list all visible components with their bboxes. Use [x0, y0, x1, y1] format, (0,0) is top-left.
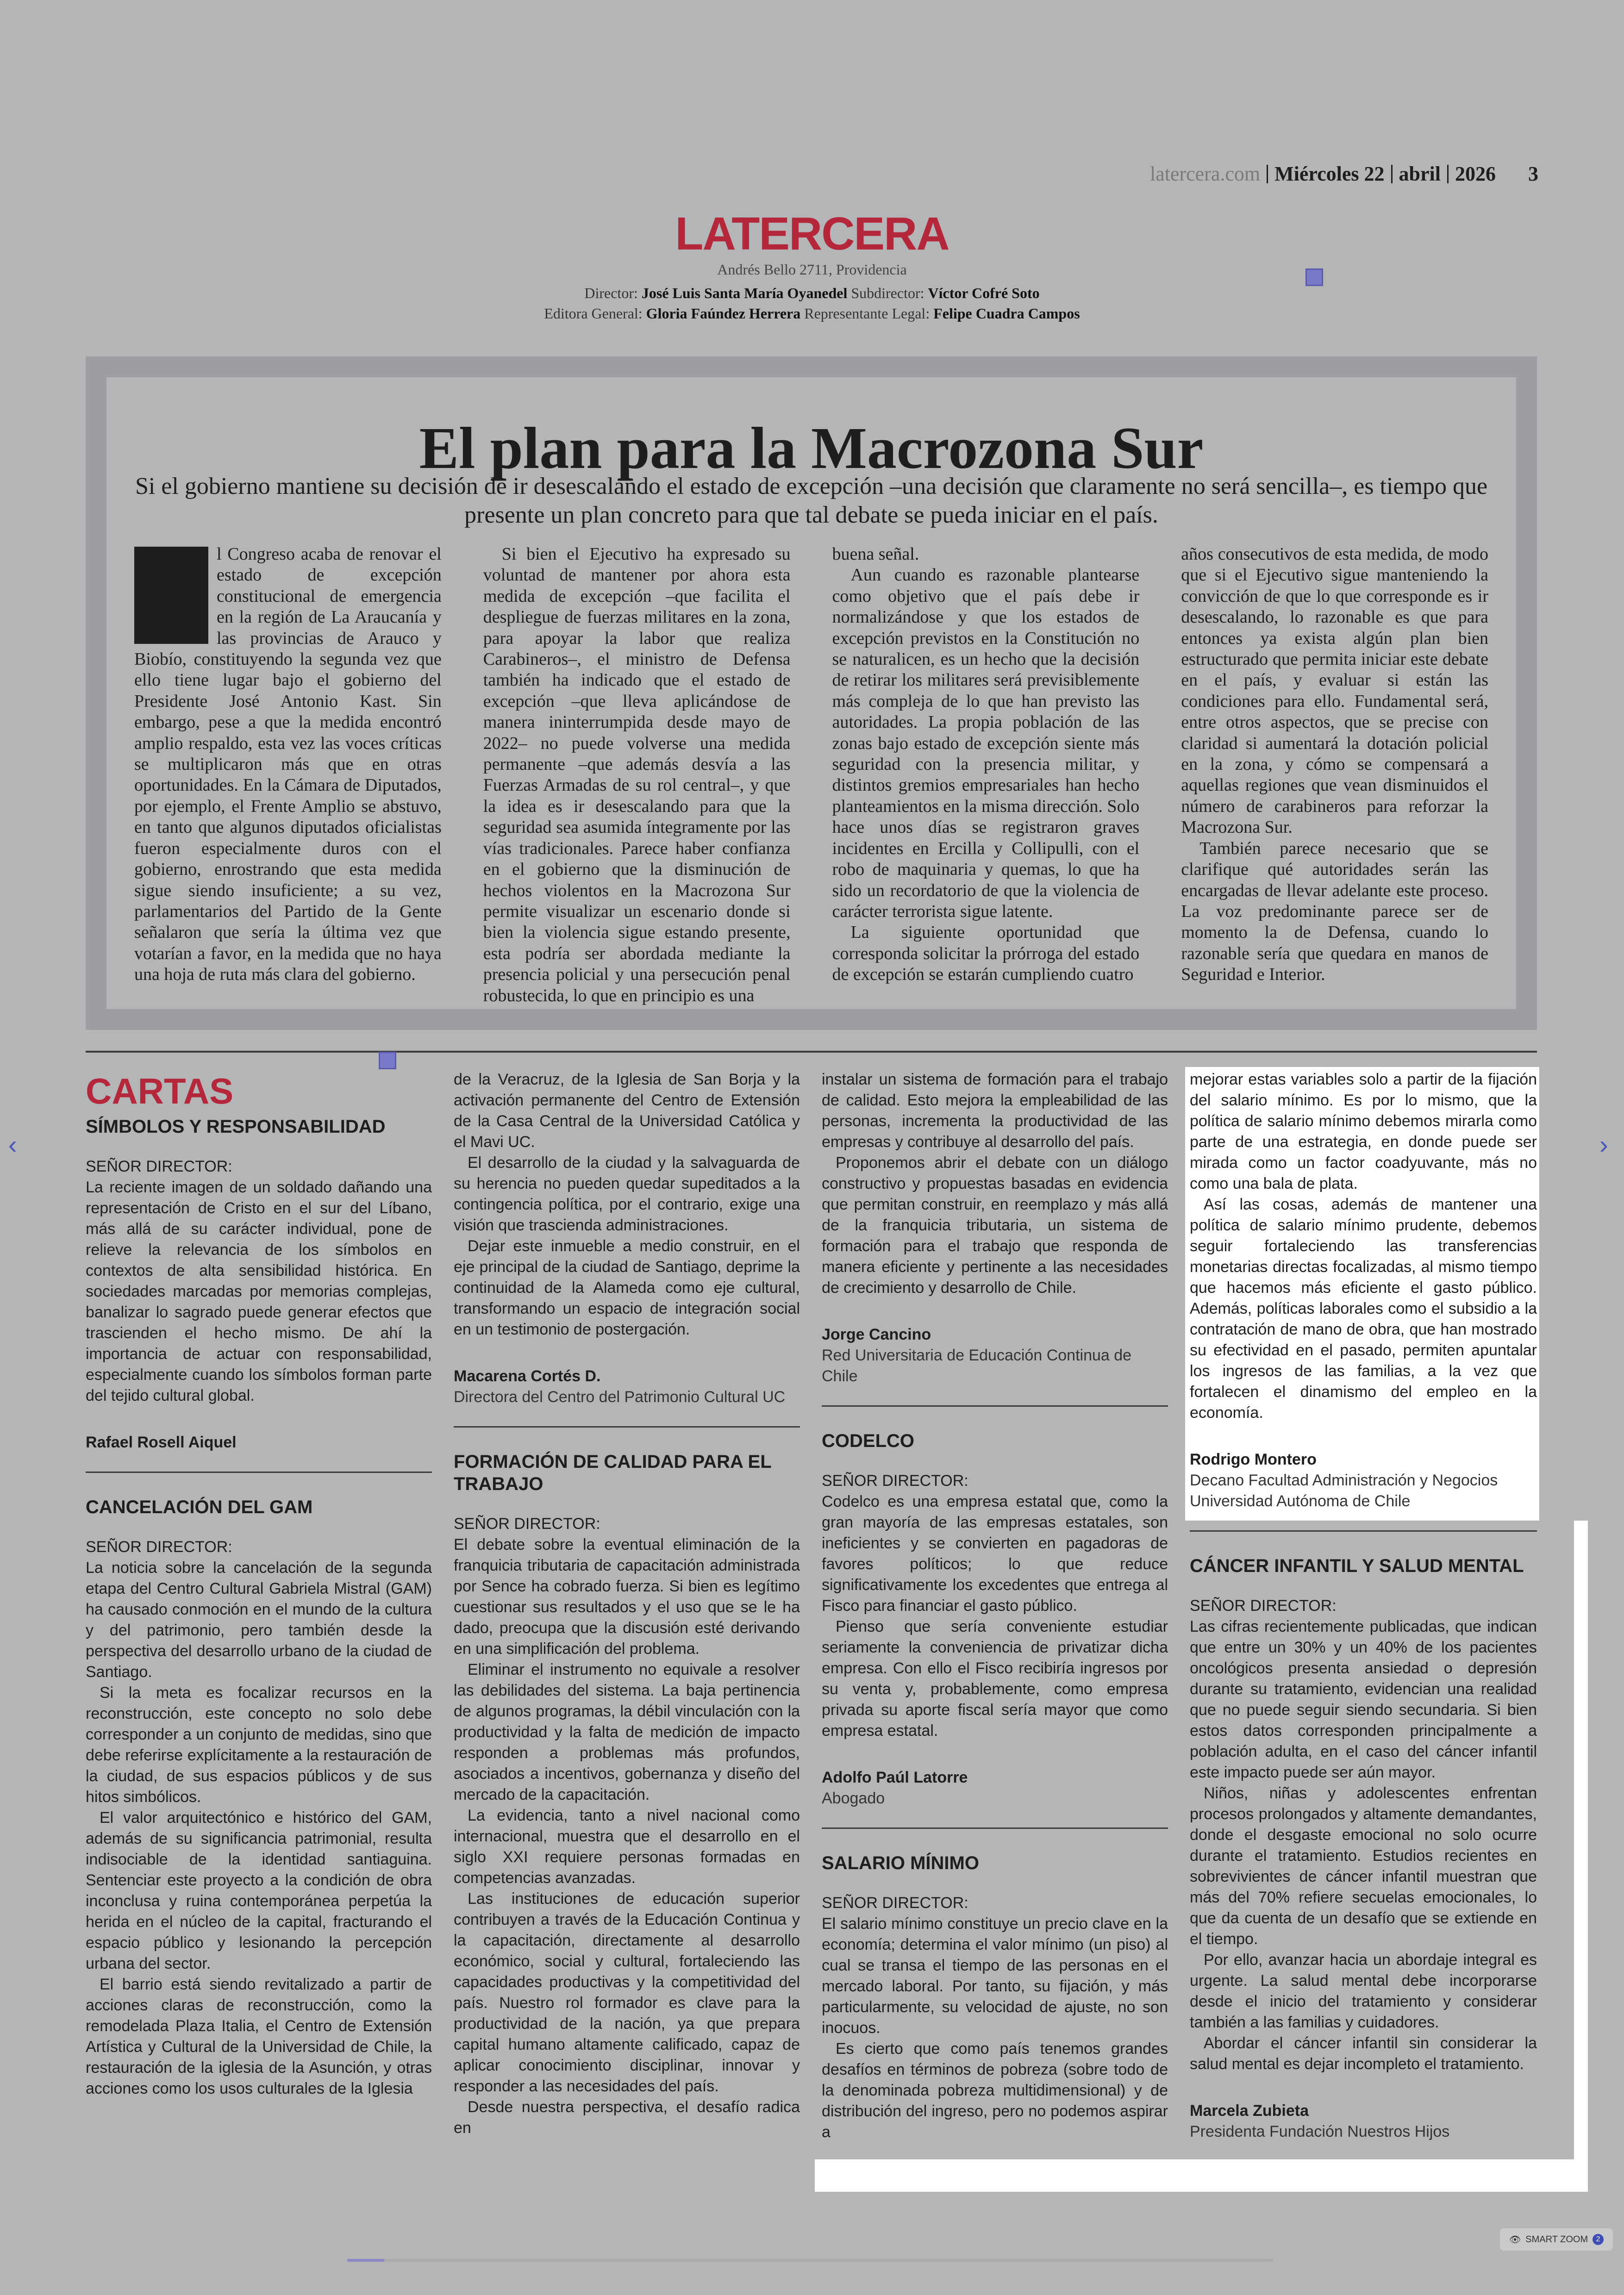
- letter-author: Rodrigo Montero: [1190, 1451, 1317, 1468]
- paragraph: Abordar el cáncer infantil sin considerar la salud mental es dejar incompleto el tratamiento.: [1190, 2034, 1537, 2073]
- folio-year: 2026: [1455, 162, 1496, 185]
- letter-author-role: Directora del Centro del Patrimonio Cultural UC: [454, 1388, 786, 1406]
- letter-divider: [822, 1405, 1168, 1407]
- folio-day: Miércoles 22: [1274, 162, 1385, 185]
- editorial-column-1: [134, 544, 442, 988]
- folio-separator: [1447, 165, 1449, 183]
- salutation: SEÑOR DIRECTOR:: [454, 1515, 600, 1533]
- representante-label: Representante Legal:: [804, 305, 930, 322]
- letter-title: CODELCO: [822, 1431, 914, 1451]
- paragraph: años consecutivos de esta medida, de modo que si el Ejecutivo sigue manteniendo la convicción de que lo que corresponde es ir desescalando, lo razonable es que para entonces ya exista algún plan bien estructurado que permita iniciar este debate en el país, y evaluar si están las condiciones para ello. Fundamental será, entre otros aspectos, que se precise con claridad si aumentará la dotación policial en la zona, y cómo se compensará a aquellas regiones que vean disminuidos el número de carabineros para reforzar la Macrozona Sur.: [1181, 544, 1488, 837]
- section-title: CARTAS: [86, 1071, 234, 1111]
- paragraph: Pienso que sería conveniente estudiar seriamente la conveniencia de privatizar dicha empresa. Con ello el Fisco recibiría ingresos por su venta y, probablemente, como empresa privada su aporte fiscal sería mayor que como empresa estatal.: [822, 1618, 1168, 1740]
- letter-divider: [1190, 1530, 1537, 1532]
- letters-section: [86, 1069, 1537, 2194]
- newspaper-logo: LATERCERA: [675, 208, 949, 260]
- letters-column-4: [1190, 1069, 1537, 2194]
- zoom-region-marker[interactable]: [1305, 268, 1323, 286]
- paragraph: de la Veracruz, de la Iglesia de San Borja y la activación permanente del Centro de Extensión de la Casa Central de la Universidad Católica y el Mavi UC.: [454, 1071, 800, 1151]
- representante-name: Felipe Cuadra Campos: [933, 305, 1080, 322]
- paragraph: Por ello, avanzar hacia un abordaje integral es urgente. La salud mental debe incorporarse desde el inicio del tratamiento y considerar también a las familias y cuidadores.: [1190, 1951, 1537, 2031]
- smart-zoom-button[interactable]: [1500, 2228, 1613, 2251]
- paragraph: mejorar estas variables solo a partir de la fijación del salario mínimo. Es por lo mismo, que la política de salario mínimo debemos mirarla como parte de una estrategia, en donde puede ser mirada como un factor coadyuvante, más no como una bala de plata.: [1190, 1071, 1537, 1192]
- editora-name: Gloria Faúndez Herrera: [646, 305, 801, 322]
- folio-month: abril: [1399, 162, 1441, 185]
- masthead: [0, 208, 1624, 324]
- letter-author: Rafael Rosell Aiquel: [86, 1434, 237, 1451]
- paragraph: l Congreso acaba de renovar el estado de excepción constitucional de emergencia en la región de La Araucanía y las provincias de Arauco y Biobío, constituyendo la segunda vez que ello tiene lugar bajo el gobierno del Presidente José Antonio Kast. Sin embargo, pese a que la medida encontró amplio respaldo, esta vez las voces críticas se multiplicaron más que en otras oportunidades. En la Cámara de Diputados, por ejemplo, el Frente Amplio se abstuvo, en tanto que algunos diputados oficialistas fueron especialmente duros con el gobierno, enrostrando que esta medida sigue siendo insuficiente; a su vez, parlamentarios del Partido de la Gente señalaron que sería la última vez que votarían a favor, en la medida que no haya una hoja de ruta más clara del gobierno.: [134, 544, 442, 985]
- salutation: SEÑOR DIRECTOR:: [86, 1158, 232, 1175]
- paragraph: El debate sobre la eventual eliminación de la franquicia tributaria de capacitación administrada por Sence ha cobrado fuerza. Si bien es legítimo cuestionar sus resultados y el uso que se le ha dado, preocupa que la discusión esté derivando en una simplificación del problema.: [454, 1536, 800, 1658]
- paragraph: Aun cuando es razonable plantearse como objetivo que el país debe ir normalizándose y que los estados de excepción previstos en la Constitución no se naturalicen, es un hecho que la decisión de retirar los militares será previsiblemente más compleja de lo que han previsto las autoridades. La propia población de las zonas bajo estado de excepción siente más seguridad con la presencia militar, y distintos gremios empresariales han hecho planteamientos en la misma dirección. Solo hace unos días se registraron graves incidentes en Ercilla y Collipulli, con el robo de maquinaria y quemas, lo que ha sido un recordatorio de que la violencia de carácter terrorista sigue latente.: [832, 565, 1140, 921]
- paragraph: Proponemos abrir el debate con un diálogo constructivo y propuestas basadas en evidencia que permitan construir, en reemplazo y más allá de la franquicia tributaria, un sistema de formación para el trabajo que responda de manera eficiente y pertinente a las necesidades de crecimiento y desarrollo de Chile.: [822, 1154, 1168, 1297]
- paragraph: Dejar este inmueble a medio construir, en el eje principal de la ciudad de Santiago, deprime la continuidad de la Alameda como eje cultural, transformando un espacio de integración social en un testimonio de postergación.: [454, 1237, 800, 1338]
- paragraph: La evidencia, tanto a nivel nacional como internacional, muestra que el desarrollo en el siglo XXI requiere personas formadas en competencias avanzadas.: [454, 1807, 800, 1887]
- paragraph: También parece necesario que se clarifique qué autoridades serán las encargadas de llevar adelante este proceso. La voz predominante parece ser de momento la de Defensa, cuando lo razonable sería que quedara en manos de Seguridad e Interior.: [1181, 838, 1488, 985]
- folio-separator: [1391, 165, 1393, 183]
- letter-author-role: Decano Facultad Administración y Negocios: [1190, 1472, 1498, 1489]
- letter-divider: [86, 1472, 432, 1473]
- paragraph: El salario mínimo constituye un precio clave en la economía; determina el valor mínimo (un piso) al cual se transa el tiempo de las personas en el mercado laboral. Por tanto, su fijación, y más particularmente, su velocidad de ajuste, no son inocuos.: [822, 1915, 1168, 2037]
- site-name: latercera.com: [1149, 162, 1261, 185]
- address: Andrés Bello 2711, Providencia: [717, 261, 907, 278]
- paragraph: Eliminar el instrumento no equivale a resolver las debilidades del sistema. La baja pertinencia de algunos programas, la débil vinculación con la productividad y la falta de medición de impacto responden a problemas más profundos, asociados a incentivos, gobernanza y diseño del mercado de la capacitación.: [454, 1661, 800, 1803]
- zoom-region-marker[interactable]: [379, 1052, 396, 1069]
- subdirector-label: Subdirector:: [851, 285, 924, 301]
- editorial-column-4: [1181, 544, 1488, 988]
- credits: [0, 283, 1624, 324]
- folio-separator: [1267, 165, 1268, 183]
- letter-divider: [822, 1827, 1168, 1829]
- letter-author: Macarena Cortés D.: [454, 1367, 601, 1385]
- drop-cap: E: [134, 547, 208, 644]
- section-divider: [86, 1051, 1537, 1053]
- salutation: SEÑOR DIRECTOR:: [822, 1894, 968, 1912]
- smart-zoom-label: SMART ZOOM: [1525, 2234, 1588, 2245]
- editorial-title: El plan para la Macrozona Sur: [419, 415, 1204, 481]
- paragraph: La noticia sobre la cancelación de la segunda etapa del Centro Cultural Gabriela Mistral (GAM) ha causado conmoción en el mundo de la cultura y del patrimonio, pero también desde la perspectiva del desarrollo urbano de la ciudad de Santiago.: [86, 1559, 432, 1681]
- editora-label: Editora General:: [544, 305, 643, 322]
- salutation: SEÑOR DIRECTOR:: [1190, 1597, 1337, 1615]
- letter-divider: [454, 1426, 800, 1428]
- eye-icon: 👁: [1509, 2234, 1521, 2245]
- letter-author-role: Red Universitaria de Educación Continua de Chile: [822, 1347, 1132, 1385]
- letter-author: Marcela Zubieta: [1190, 2102, 1309, 2120]
- page-number: 3: [1528, 162, 1538, 185]
- letters-column-1: [86, 1069, 432, 2194]
- page-scrollbar[interactable]: [347, 2259, 1273, 2262]
- letters-column-3: [822, 1069, 1168, 2194]
- letter-author: Jorge Cancino: [822, 1326, 931, 1343]
- paragraph: Si bien el Ejecutivo ha expresado su voluntad de mantener por ahora esta medida de excepción –que facilita el despliegue de fuerzas militares en la zona, para apoyar la labor que realiza Carabineros–, el ministro de Defensa también ha indicado que el estado de excepción –que lleva aplicándose de manera ininterrumpida desde mayo de 2022– no puede volverse una medida permanente –que además desvía a las Fuerzas Armadas de su rol central–, y que la idea es ir desescalando para que la seguridad sea asumida íntegramente por las vías tradicionales. Parece haber confianza en el gobierno que la disminución de hechos violentos en la Macrozona Sur permite visualizar un escenario donde si bien la violencia sigue estando presente, esta podría ser abordada mediante la presencia policial y una persecución penal robustecida, lo que en principio es una: [483, 544, 791, 1005]
- letter-author-role: Presidenta Fundación Nuestros Hijos: [1190, 2123, 1450, 2140]
- highlighted-region: [1574, 1521, 1588, 2192]
- paragraph: La siguiente oportunidad que corresponda solicitar la prórroga del estado de excepción se estarán cumpliendo cuatro: [832, 923, 1140, 985]
- smart-zoom-count: 2: [1593, 2234, 1604, 2245]
- letter-title: SALARIO MÍNIMO: [822, 1853, 979, 1873]
- paragraph: Codelco es una empresa estatal que, como la gran mayoría de las empresas estatales, son ineficientes y se convierten en pagadoras de favores políticos; lo que reduce significativamente los excedentes que entrega al Fisco para financiar el gasto público.: [822, 1493, 1168, 1615]
- editorial-column-2: [483, 544, 791, 1005]
- page-folio: [1150, 162, 1538, 186]
- director-label: Director:: [584, 285, 638, 301]
- paragraph: Las cifras recientemente publicadas, que indican que entre un 30% y un 40% de los pacientes oncológicos presenta ansiedad o depresión durante su tratamiento, evidencian una realidad que no puede seguir siendo secundaria. Si bien estos datos corresponden principalmente a población adulta, en el caso del cáncer infantil este impacto puede ser aún mayor.: [1190, 1618, 1537, 1781]
- salutation: SEÑOR DIRECTOR:: [86, 1538, 232, 1556]
- paragraph: Si la meta es focalizar recursos en la reconstrucción, este concepto no solo debe corresponder a un conjunto de medidas, sino que debe referirse explícitamente a la restauración de la ciudad, de sus espacios públicos y de sus hitos simbólicos.: [86, 1684, 432, 1806]
- salutation: SEÑOR DIRECTOR:: [822, 1472, 968, 1490]
- paragraph: Niños, niñas y adolescentes enfrentan procesos prolongados y altamente demandantes, donde el desgaste emocional no solo ocurre durante el tratamiento. Estudios recientes en sobrevivientes de cáncer infantil muestran que más del 70% refiere secuelas emocionales, lo que da cuenta de un desafío que se extiende en el tiempo.: [1190, 1784, 1537, 1948]
- scrollbar-thumb[interactable]: [347, 2259, 384, 2262]
- letter-author-affiliation: Universidad Autónoma de Chile: [1190, 1492, 1411, 1510]
- letter-author-role: Abogado: [822, 1790, 885, 1807]
- paragraph: instalar un sistema de formación para el trabajo de calidad. Esto mejora la empleabilidad de las personas, incrementa la productividad de las empresas y contribuye al desarrollo del país.: [822, 1071, 1168, 1151]
- subdirector-name: Víctor Cofré Soto: [928, 285, 1040, 301]
- letters-column-2: [454, 1069, 800, 2194]
- paragraph: Así las cosas, además de mantener una política de salario mínimo prudente, debemos seguir fortaleciendo las transferencias monetarias directas focalizadas, al mismo tiempo que hacemos más eficiente el gasto público. Además, políticas laborales como el subsidio a la contratación de mano de obra, que han mostrado su efectividad en el pasado, permiten apuntalar los ingresos de las familias, a la vez que fortalecen el dinamismo del empleo en la economía.: [1190, 1196, 1537, 1422]
- next-page-arrow-icon[interactable]: ›: [1599, 1130, 1608, 1159]
- editorial-columns: [134, 544, 1488, 1005]
- paragraph: Las instituciones de educación superior contribuyen a través de la Educación Continua y la capacitación, directamente al desarrollo económico, social y cultural, fortaleciendo las capacidades productivas y la competitividad del país. Nuestro rol formador es clave para la productividad de la nación, ya que prepara capital humano altamente calificado, capaz de aplicar conocimiento disciplinar, innovar y responder a las necesidades del país.: [454, 1890, 800, 2095]
- letter-title: FORMACIÓN DE CALIDAD PARA EL TRABAJO: [454, 1452, 771, 1494]
- editorial-frame[interactable]: [86, 356, 1537, 1030]
- prev-page-arrow-icon[interactable]: ‹: [8, 1130, 17, 1159]
- paragraph: La reciente imagen de un soldado dañando una representación de Cristo en el sur del Líbano, más allá de su carácter individual, pone de relieve la relevancia de los símbolos en contextos de alta sensibilidad histórica. En sociedades marcadas por memorias complejas, banalizar lo sagrado puede generar efectos que trascienden el hecho mismo. De ahí la importancia de actuar con responsabilidad, especialmente cuando los símbolos forman parte del tejido cultural global.: [86, 1179, 432, 1404]
- paragraph: El desarrollo de la ciudad y la salvaguarda de su herencia no pueden quedar supeditados a la contingencia política, por el contrario, exige una visión que trascienda administraciones.: [454, 1154, 800, 1234]
- letter-author: Adolfo Paúl Latorre: [822, 1769, 968, 1786]
- paragraph: Desde nuestra perspectiva, el desafío radica en: [454, 2098, 800, 2137]
- paragraph: Es cierto que como país tenemos grandes desafíos en términos de pobreza (sobre todo de la denominada pobreza multidimensional) y de distribución del ingreso, pero no podemos aspirar a: [822, 2040, 1168, 2141]
- editorial-subtitle: Si el gobierno mantiene su decisión de ir desescalando el estado de excepción –una decisión que claramente no será sencilla–, es tiempo que presente un plan concreto para que tal debate se pueda iniciar en el país.: [135, 473, 1488, 528]
- editorial-article: [106, 377, 1516, 1009]
- paragraph: buena señal.: [832, 544, 919, 564]
- editorial-column-3: [832, 544, 1140, 988]
- paragraph: El barrio está siendo revitalizado a partir de acciones claras de reconstrucción, como la remodelada Plaza Italia, el Centro de Extensión Artística y Cultural de la Universidad de Chile, la restauración de la iglesia de la Asunción, y otras acciones como los usos culturales de la Iglesia: [86, 1976, 432, 2097]
- letter-title: CÁNCER INFANTIL Y SALUD MENTAL: [1190, 1556, 1524, 1576]
- paragraph: El valor arquitectónico e histórico del GAM, además de su significancia patrimonial, resulta indisociable de la identidad santiaguina. Sentenciar este proyecto a la condición de obra inconclusa y ruina contemporánea perpetúa la herida en el núcleo de la capital, fracturando el espacio público y lesionando la percepción urbana del sector.: [86, 1809, 432, 1972]
- letter-title: SÍMBOLOS Y RESPONSABILIDAD: [86, 1116, 386, 1137]
- director-name: José Luis Santa María Oyanedel: [641, 285, 848, 301]
- letter-title: CANCELACIÓN DEL GAM: [86, 1497, 313, 1517]
